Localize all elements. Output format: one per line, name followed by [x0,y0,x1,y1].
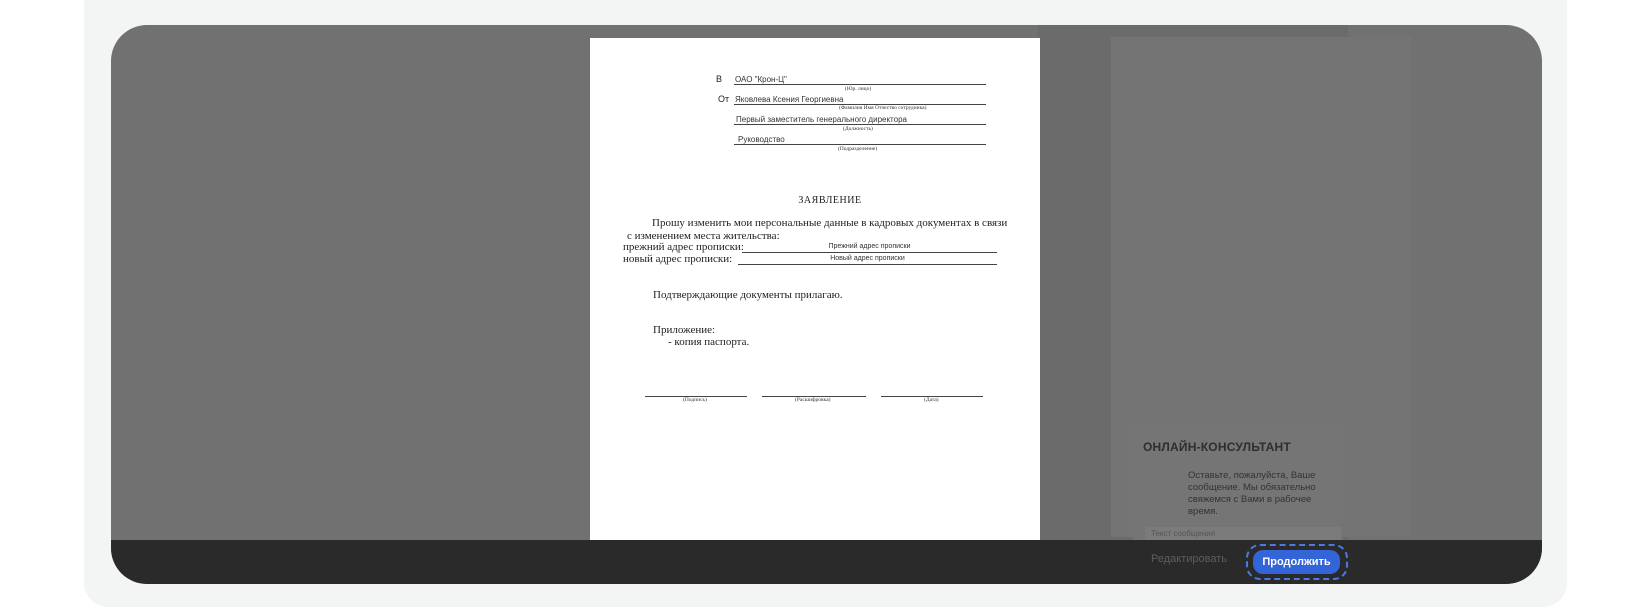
document-title: ЗАЯВЛЕНИЕ [798,195,862,206]
request-line-2: с изменением места жительства: [627,230,780,242]
from-label: От [718,94,730,104]
request-line-1: Прошу изменить мои персональные данные в кадровых документах в связи [652,217,1008,229]
document-preview-modal [111,25,1542,584]
consultant-title: ОНЛАЙН-КОНСУЛЬТАНТ [1143,440,1291,454]
signature-caption: (Подпись) [683,397,707,403]
to-value: ОАО "Крон-Ц" [735,75,787,84]
position-value: Первый заместитель генерального директора [736,115,907,124]
department-value: Руководство [738,135,785,144]
to-line [734,84,986,85]
old-address-line [742,252,997,253]
modal-footer [111,540,1542,584]
application-document [590,38,1040,540]
from-caption: (Фамилия Имя Отчество сотрудника) [839,105,927,111]
position-line [734,124,986,125]
position-caption: (Должность) [843,126,873,132]
date-caption: (Дата) [924,397,939,403]
attachment-title: Приложение: [653,324,716,336]
new-address-value: Новый адрес прописки [830,255,905,262]
edit-button[interactable]: Редактировать [1151,553,1227,565]
to-label: В [716,74,723,84]
continue-focus-ring [1246,544,1348,580]
new-address-line [738,264,997,265]
department-caption: (Подразделение) [838,146,878,152]
continue-button[interactable]: Продолжить [1253,550,1340,574]
old-address-value: Прежний адрес прописки [828,243,911,250]
department-line [734,144,986,145]
old-address-label: прежний адрес прописки: [623,241,744,253]
attachment-item: - копия паспорта. [668,336,750,348]
confirm-text: Подтверждающие документы прилагаю. [653,289,843,301]
to-caption: (Юр. лицо) [845,86,872,92]
online-consultant-widget [1133,426,1343,540]
consultant-message-input[interactable]: Текст сообщения [1145,527,1341,541]
transcript-caption: (Расшифровка) [795,397,831,403]
consultant-message: Оставьте, пожалуйста, Ваше сообщение. Мы обязательно свяжемся с Вами в рабочее время. [1188,470,1316,517]
new-address-label: новый адрес прописки: [623,253,733,265]
from-value: Яковлева Ксения Георгиевна [735,95,844,104]
